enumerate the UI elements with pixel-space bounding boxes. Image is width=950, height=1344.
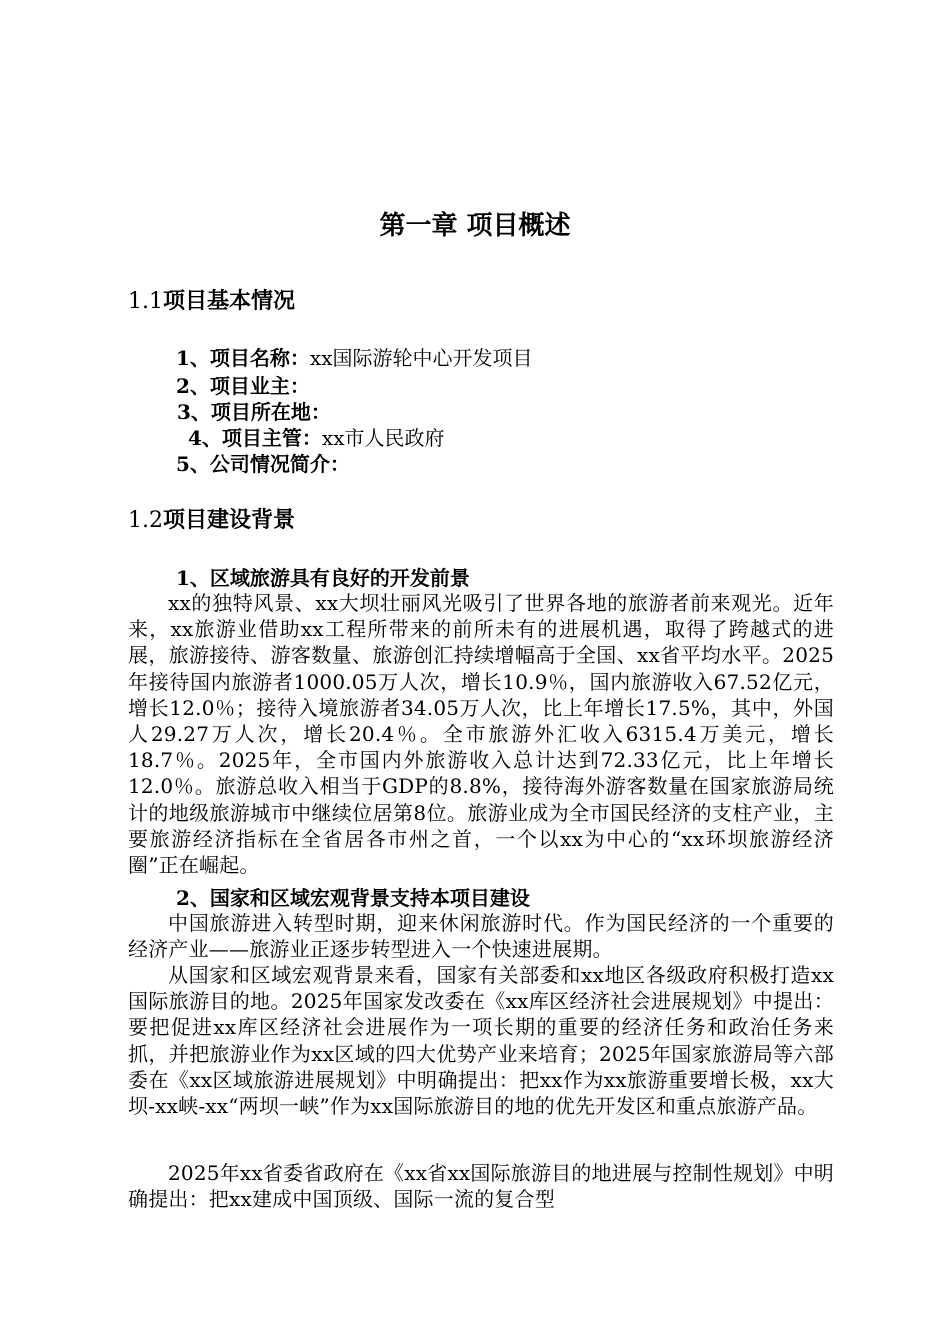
paragraph-macro-background: 从国家和区域宏观背景来看，国家有关部委和xx地区各级政府积极打造xx国际旅游目的地。2025年国家发改委在《xx库区经济社会进展规划》中提出：要把促进xx库区经济社会进展作为一项长期的重要的经济任务和政治任务来抓，并把旅游业作为xx区域的四大优势产业来培育；2025年国家旅游局等六部委在《xx区域旅游进展规划》中明确提出：把xx作为xx旅游重要增长极，xx大坝-xx峡-xx“两坝一峡”作为xx国际旅游目的地的优先开发区和重点旅游产品。 [128,963,834,1119]
info-label: 4、项目主管： [188,426,322,450]
info-label: 3、项目所在地： [177,400,331,424]
info-label: 5、公司情况简介： [176,452,350,476]
info-value: xx国际游轮中心开发项目 [309,346,533,370]
section-title: 项目建设背景 [163,507,296,533]
section-heading-1-1 [128,284,295,319]
subsection-heading-2: 2、国家和区域宏观背景支持本项目建设 [176,886,530,910]
info-item-project-location [177,398,331,426]
chapter-title: 第一章 项目概述 [379,211,571,241]
info-label: 1、项目名称： [176,346,310,370]
section-title: 项目基本情况 [163,288,296,314]
subsection-heading-1: 1、区域旅游具有良好的开发前景 [176,566,470,590]
info-label: 2、项目业主： [176,374,310,398]
section-heading-1-2 [128,503,295,538]
info-item-project-supervisor [188,424,444,452]
section-number: 1.1 [128,289,163,314]
info-value: xx市人民政府 [321,426,445,450]
paragraph-tourism-prospects: xx的独特风景、xx大坝壮丽风光吸引了世界各地的旅游者前来观光。近年来，xx旅游业借助xx工程所带来的前所未有的进展机遇，取得了跨越式的进展，旅游接待、游客数量、旅游创汇持续增幅高于全国、xx省平均水平。2025年接待国内旅游者1000.05万人次，增长10.9％，国内旅游收入67.52亿元，增长12.0％；接待入境旅游者34.05万人次，比上年增长17.5%，其中，外国人29.27万人次，增长20.4％。全市旅游外汇收入6315.4万美元，增长18.7％。2025年，全市国内外旅游收入总计达到72.33亿元，比上年增长12.0％。旅游总收入相当于GDP的8.8%，接待海外游客数量在国家旅游局统计的地级旅游城市中继续位居第8位。旅游业成为全市国民经济的支柱产业，主要旅游经济指标在全省居各市州之首，一个以xx为中心的“xx环坝旅游经济圈”正在崛起。 [128,591,834,878]
paragraph-transition: 中国旅游进入转型时期，迎来休闲旅游时代。作为国民经济的一个重要的经济产业——旅游业正逐步转型进入一个快速进展期。 [128,911,834,962]
info-item-company-profile [176,450,350,478]
info-item-project-name [176,344,532,372]
section-number: 1.2 [128,508,163,533]
info-item-project-owner [176,372,310,400]
paragraph-provincial-plan: 2025年xx省委省政府在《xx省xx国际旅游目的地进展与控制性规划》中明确提出：把xx建成中国顶级、国际一流的复合型 [128,1161,834,1212]
